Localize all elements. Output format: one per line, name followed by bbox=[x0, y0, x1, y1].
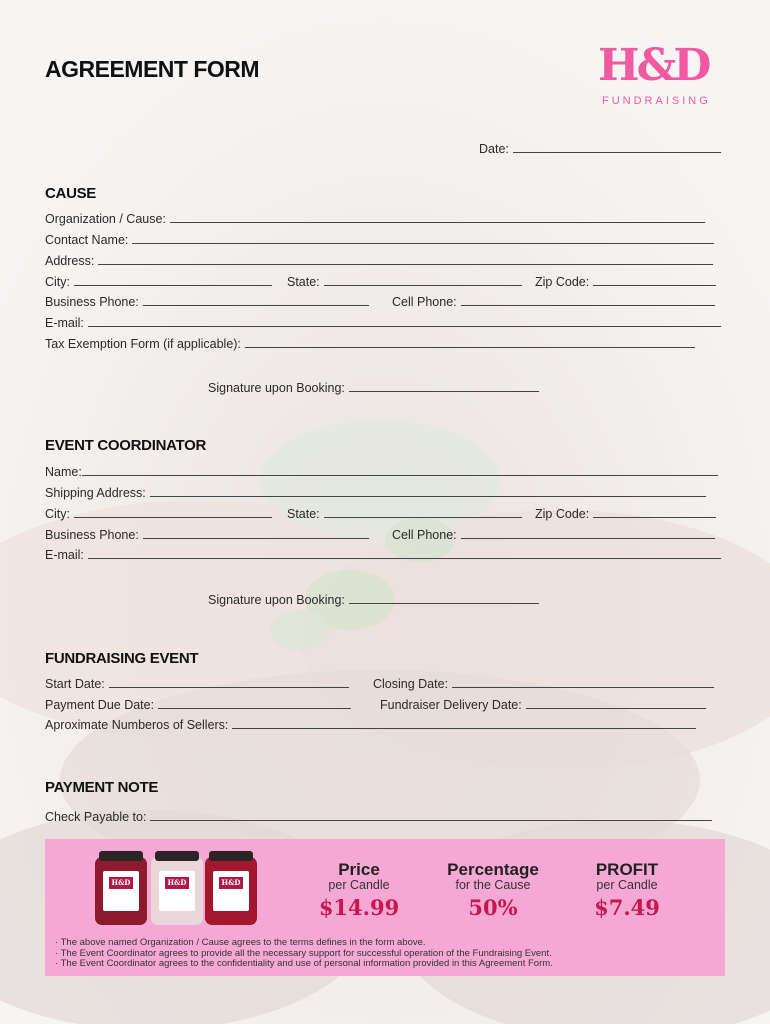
price-column bbox=[294, 861, 424, 920]
profit-subheading: per Candle bbox=[596, 878, 658, 892]
cell-phone-label: Cell Phone: bbox=[392, 295, 457, 309]
closing-date-field[interactable] bbox=[373, 675, 714, 691]
payment-due-date-label: Payment Due Date: bbox=[45, 698, 155, 712]
event-coordinator-heading: EVENT COORDINATOR bbox=[45, 437, 207, 454]
cell-phone-field[interactable] bbox=[392, 293, 715, 309]
organization-label: Organization / Cause: bbox=[45, 212, 166, 226]
profit-column bbox=[562, 861, 692, 920]
hd-fundraising-logo bbox=[598, 40, 728, 112]
page-title: AGREEMENT FORM bbox=[45, 56, 260, 82]
business-phone-label: Business Phone: bbox=[45, 295, 139, 309]
coordinator-business-phone-field[interactable] bbox=[45, 526, 369, 542]
price-subheading: per Candle bbox=[328, 878, 390, 892]
shipping-address-label: Shipping Address: bbox=[45, 486, 146, 500]
terms-note: · The Event Coordinator agrees to the confidentiality and use of personal information provided in this Agreement Form. bbox=[55, 958, 553, 969]
coordinator-city-field[interactable] bbox=[45, 505, 272, 521]
zip-code-field[interactable] bbox=[535, 273, 716, 289]
state-field[interactable] bbox=[287, 273, 522, 289]
email-label: E-mail: bbox=[45, 316, 84, 330]
signature-field[interactable] bbox=[208, 379, 539, 395]
coordinator-name-field[interactable] bbox=[45, 463, 718, 479]
signature-label: Signature upon Booking: bbox=[208, 381, 345, 395]
profit-value: $7.49 bbox=[594, 895, 660, 920]
candle-jar-crimson-image bbox=[205, 857, 257, 925]
closing-date-label: Closing Date: bbox=[373, 677, 449, 691]
pricing-banner bbox=[45, 839, 725, 976]
coordinator-business-phone-label: Business Phone: bbox=[45, 528, 139, 542]
coordinator-state-label: State: bbox=[287, 507, 320, 521]
coordinator-cell-phone-label: Cell Phone: bbox=[392, 528, 457, 542]
business-phone-field[interactable] bbox=[45, 293, 369, 309]
tax-exemption-field[interactable] bbox=[45, 335, 695, 351]
terms-note: · The above named Organization / Cause agrees to the terms defines in the form above. bbox=[55, 937, 426, 948]
logo-subtitle: FUNDRAISING bbox=[602, 95, 711, 107]
payment-due-date-field[interactable] bbox=[45, 696, 351, 712]
sellers-label: Aproximate Numberos of Sellers: bbox=[45, 718, 229, 732]
coordinator-city-label: City: bbox=[45, 507, 70, 521]
address-field[interactable] bbox=[45, 252, 713, 268]
coordinator-signature-label: Signature upon Booking: bbox=[208, 593, 345, 607]
sellers-field[interactable] bbox=[45, 716, 696, 732]
percentage-heading: Percentage bbox=[447, 860, 539, 879]
check-payable-field[interactable] bbox=[45, 808, 712, 824]
jar-logo: H&D bbox=[165, 877, 189, 889]
delivery-date-field[interactable] bbox=[380, 696, 706, 712]
coordinator-email-label: E-mail: bbox=[45, 548, 84, 562]
price-heading: Price bbox=[338, 860, 380, 879]
email-field[interactable] bbox=[45, 314, 721, 330]
delivery-date-label: Fundraiser Delivery Date: bbox=[380, 698, 522, 712]
contact-name-label: Contact Name: bbox=[45, 233, 129, 247]
zip-code-label: Zip Code: bbox=[535, 275, 590, 289]
organization-field[interactable] bbox=[45, 210, 705, 226]
start-date-field[interactable] bbox=[45, 675, 349, 691]
coordinator-name-label: Name: bbox=[45, 465, 82, 479]
percentage-value: 50% bbox=[468, 895, 518, 920]
payment-note-heading: PAYMENT NOTE bbox=[45, 779, 159, 796]
percentage-subheading: for the Cause bbox=[455, 878, 531, 892]
tax-exemption-label: Tax Exemption Form (if applicable): bbox=[45, 337, 241, 351]
fundraising-event-heading: FUNDRAISING EVENT bbox=[45, 650, 199, 667]
address-label: Address: bbox=[45, 254, 95, 268]
candle-jar-white-image bbox=[151, 857, 203, 925]
jar-logo: H&D bbox=[109, 877, 133, 889]
coordinator-signature-field[interactable] bbox=[208, 591, 539, 607]
terms-note: · The Event Coordinator agrees to provide all the necessary support for successful operation of the Fundraising Event. bbox=[55, 947, 552, 959]
city-label: City: bbox=[45, 275, 70, 289]
date-field[interactable] bbox=[479, 140, 721, 156]
coordinator-cell-phone-field[interactable] bbox=[392, 526, 715, 542]
contact-name-field[interactable] bbox=[45, 231, 714, 247]
check-payable-label: Check Payable to: bbox=[45, 810, 147, 824]
coordinator-zip-field[interactable] bbox=[535, 505, 716, 521]
candle-jar-red-image bbox=[95, 857, 147, 925]
coordinator-state-field[interactable] bbox=[287, 505, 522, 521]
start-date-label: Start Date: bbox=[45, 677, 105, 691]
city-field[interactable] bbox=[45, 273, 272, 289]
date-label: Date: bbox=[479, 142, 509, 156]
terms-notes bbox=[55, 938, 553, 970]
jar-logo: H&D bbox=[219, 877, 243, 889]
logo-wordmark: H&D bbox=[598, 40, 709, 91]
coordinator-email-field[interactable] bbox=[45, 546, 721, 562]
state-label: State: bbox=[287, 275, 320, 289]
shipping-address-field[interactable] bbox=[45, 484, 706, 500]
profit-heading: PROFIT bbox=[595, 860, 659, 879]
percentage-column bbox=[428, 861, 558, 920]
coordinator-zip-label: Zip Code: bbox=[535, 507, 590, 521]
price-value: $14.99 bbox=[318, 895, 400, 920]
cause-heading: CAUSE bbox=[45, 185, 97, 202]
